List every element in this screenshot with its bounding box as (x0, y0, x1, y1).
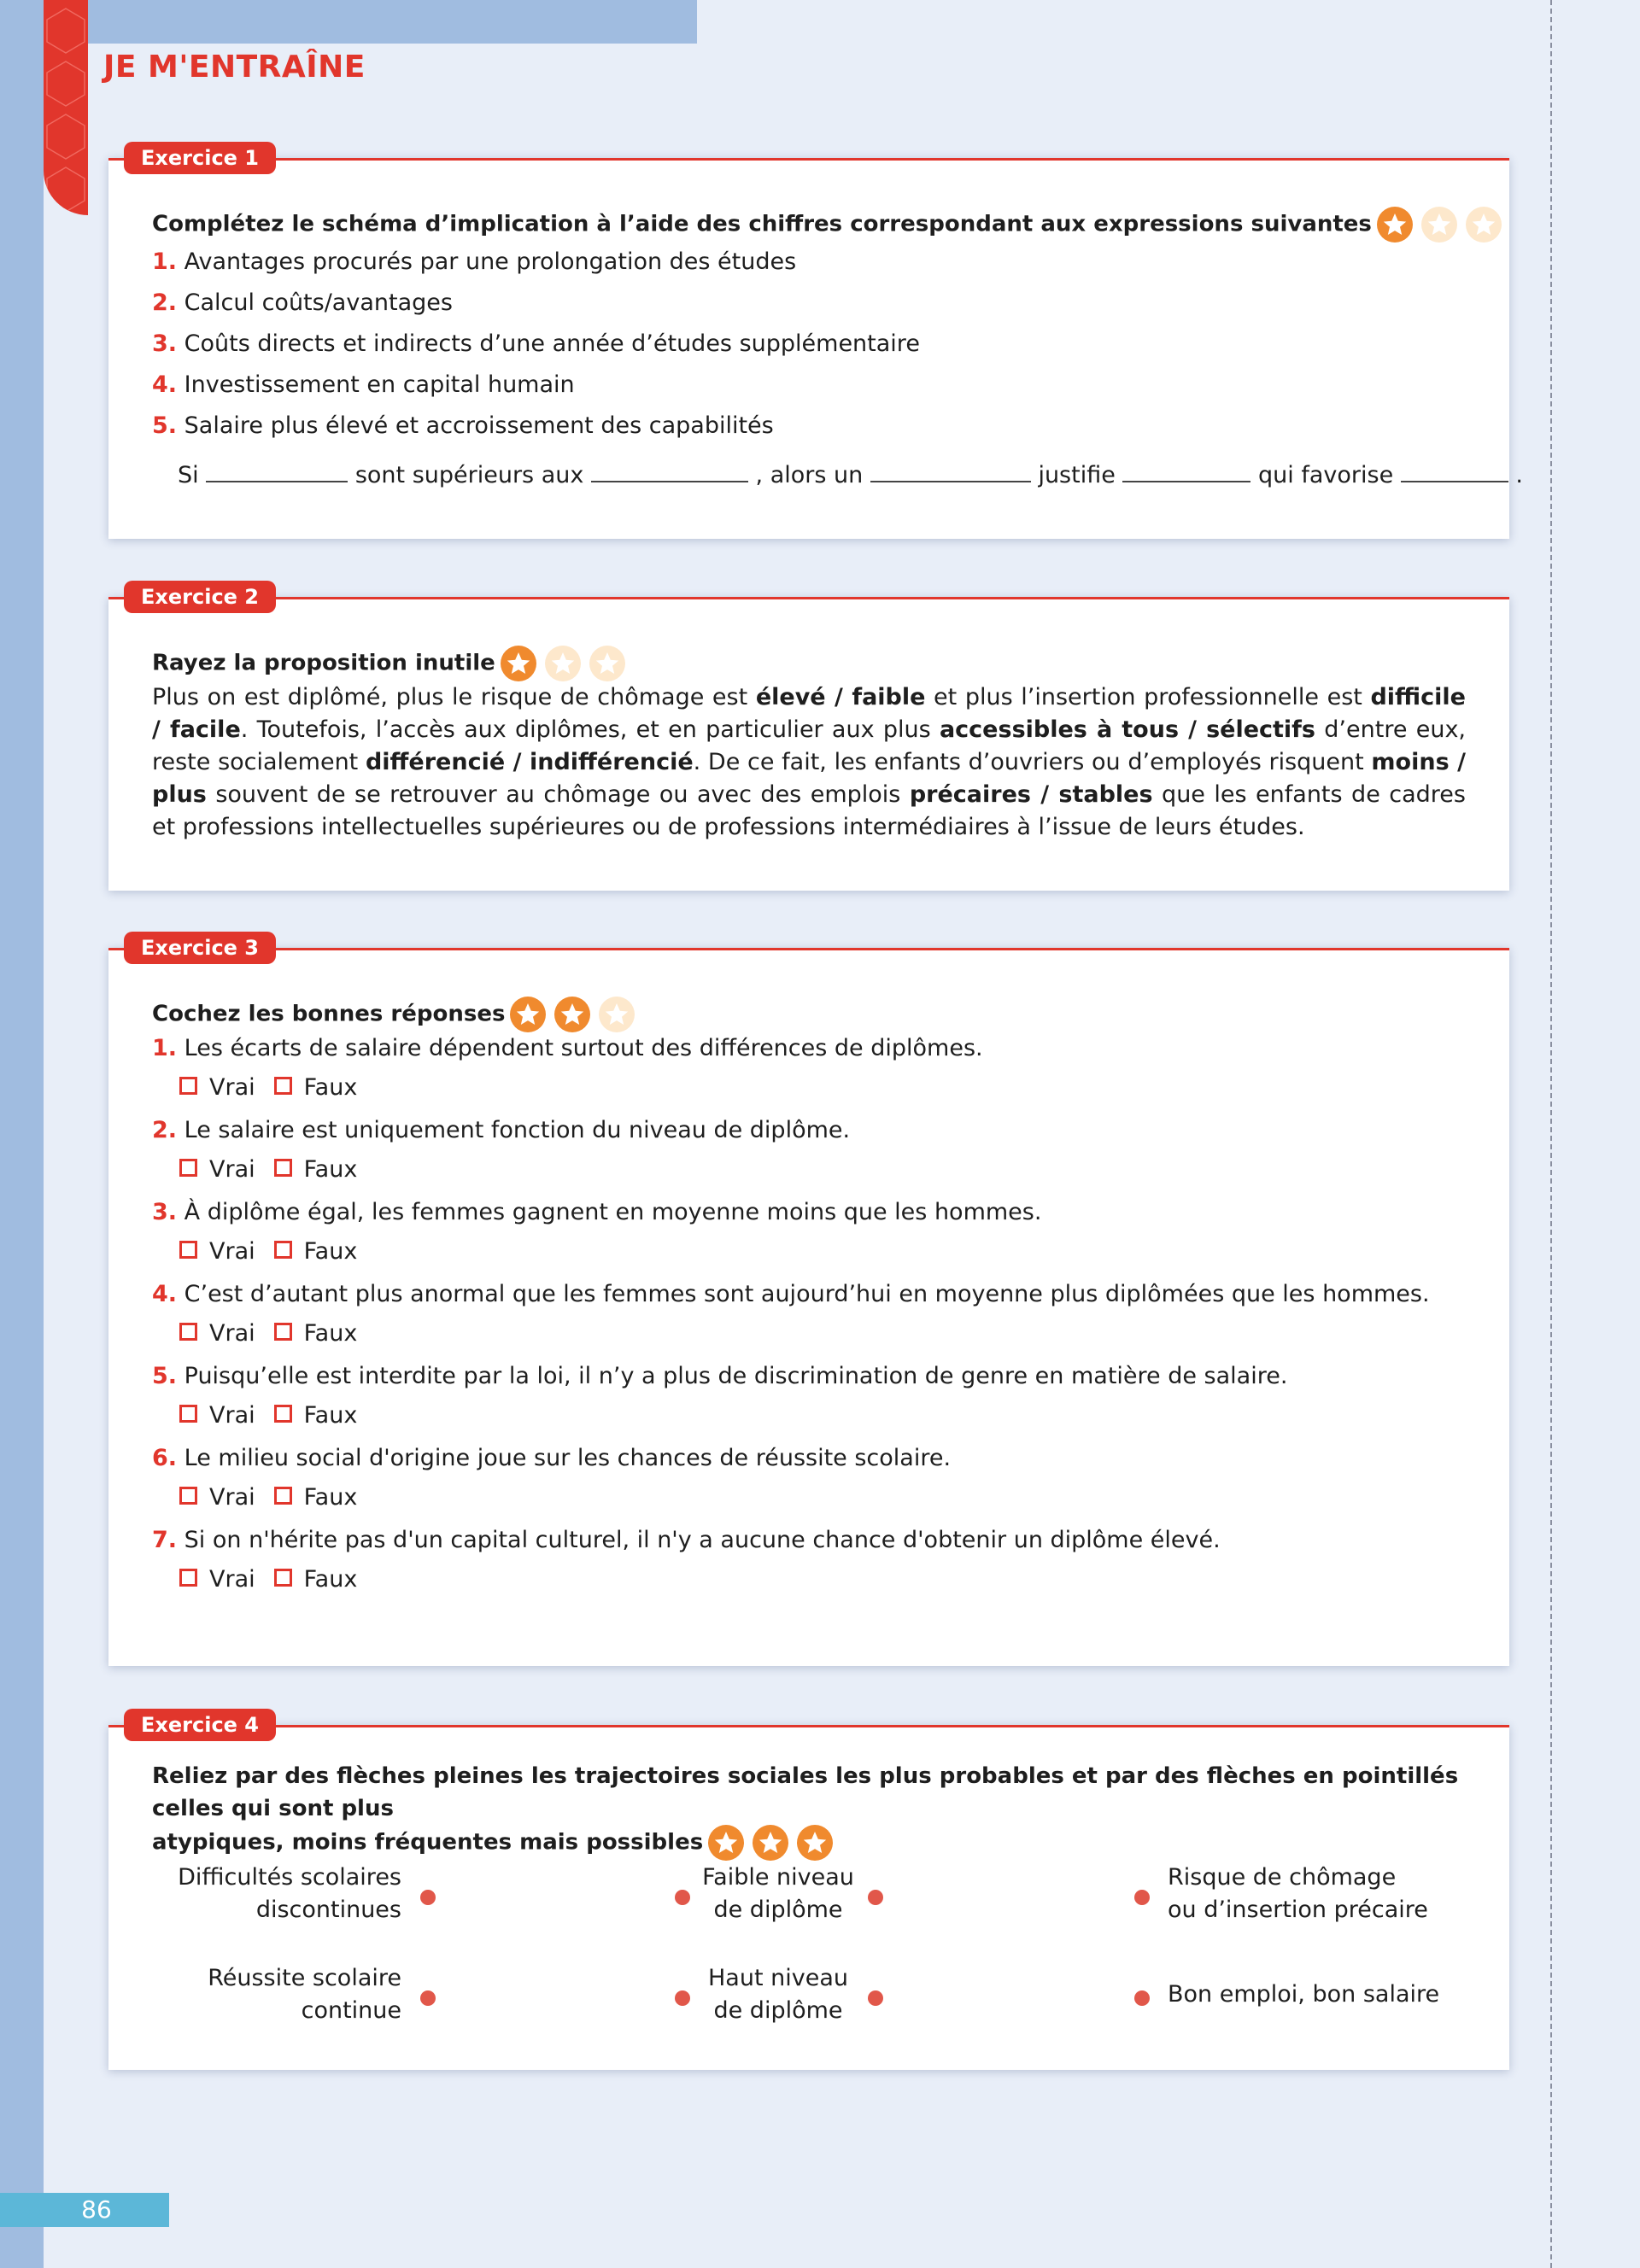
question: 2. Le salaire est uniquement fonction du niveau de diplôme. (152, 1117, 851, 1143)
vrai-checkbox[interactable] (179, 1159, 197, 1177)
vrai-checkbox[interactable] (179, 1323, 197, 1341)
vrai-checkbox[interactable] (179, 1077, 197, 1095)
true-false-options: Vrai Faux (152, 1400, 1430, 1432)
cut-guide-line (1550, 0, 1552, 2268)
true-false-options: Vrai Faux (152, 1482, 1430, 1514)
connection-dot[interactable] (868, 1990, 883, 2006)
section-tab-decoration (44, 0, 88, 215)
list-item: 1. Avantages procurés par une prolongation des études (152, 248, 797, 275)
exercise-2-content (152, 646, 1466, 844)
star-icon (797, 1825, 833, 1861)
exercise-3-tag: Exercice 3 (124, 932, 276, 964)
star-icon (1466, 207, 1502, 243)
connection-dot[interactable] (675, 1990, 690, 2006)
true-false-options: Vrai Faux (152, 1236, 1430, 1268)
blank-field[interactable] (1401, 460, 1508, 482)
exercise-2-paragraph: Plus on est diplômé, plus le risque de chômage est élevé / faible et plus l’insertion professionnelle est difficile / facile. Toutefois, l’accès aux diplômes, et en particulier aux plus accessibles à tous / sélectifs d’entre eux, reste socialement différencié / indifférencié. De ce fait, les enfants d’ouvriers ou d’employés risquent moins / plus souvent de se retrouver au chômage ou avec des emplois précaires / stables que les enfants de cadres et professions intellectuelles supérieures ou de professions intermédiaires à l’issue de leurs études. (152, 684, 1467, 840)
blank-field[interactable] (206, 460, 348, 482)
connection-dot[interactable] (420, 1890, 436, 1905)
node-left-1: Difficultés scolaires discontinues (178, 1864, 401, 1923)
exercise-4-content (152, 1760, 1467, 1861)
choice[interactable]: différencié / indifférencié (365, 749, 694, 775)
faux-checkbox[interactable] (274, 1077, 292, 1095)
exercise-2-instruction: Rayez la proposition inutile (152, 646, 1466, 681)
star-icon (1421, 207, 1457, 243)
question-list (152, 1032, 1430, 1596)
star-icon (510, 997, 546, 1032)
star-icon (753, 1825, 788, 1861)
connection-dot[interactable] (420, 1990, 436, 2006)
node-right-2: Bon emploi, bon salaire (1168, 1981, 1440, 2008)
list-item: 4. Investissement en capital humain (152, 371, 575, 398)
connection-dot[interactable] (675, 1890, 690, 1905)
page-number: 86 (81, 2195, 112, 2224)
star-icon (599, 997, 635, 1032)
question: 1. Les écarts de salaire dépendent surtout des différences de diplômes. (152, 1035, 983, 1061)
choice[interactable]: précaires / stables (909, 781, 1153, 808)
exercise-2-tag: Exercice 2 (124, 581, 276, 613)
true-false-options: Vrai Faux (152, 1072, 1430, 1104)
list-item: 3. Coûts directs et indirects d’une année d’études supplémentaire (152, 330, 920, 357)
faux-checkbox[interactable] (274, 1405, 292, 1423)
node-middle-2: Haut niveau de diplôme (708, 1965, 848, 2024)
choice[interactable]: difficile / facile (152, 684, 1466, 743)
vrai-checkbox[interactable] (179, 1405, 197, 1423)
question: 6. Le milieu social d'origine joue sur les chances de réussite scolaire. (152, 1445, 952, 1471)
blank-field[interactable] (870, 460, 1031, 482)
connection-dot[interactable] (868, 1890, 883, 1905)
difficulty-stars (708, 1825, 841, 1861)
star-icon (545, 646, 581, 681)
vrai-checkbox[interactable] (179, 1569, 197, 1587)
exercise-4-instruction-cont: atypiques, moins fréquentes mais possibles (152, 1825, 1467, 1861)
vrai-checkbox[interactable] (179, 1241, 197, 1259)
exercise-1-list (152, 246, 1523, 442)
choice[interactable]: élevé / faible (755, 684, 926, 710)
blank-field[interactable] (1122, 460, 1250, 482)
choice[interactable]: accessibles à tous / sélectifs (939, 716, 1316, 743)
list-item: 5. Salaire plus élevé et accroissement des capabilités (152, 412, 774, 439)
exercise-3-instruction: Cochez les bonnes réponses (152, 997, 1430, 1032)
exercise-1-tag: Exercice 1 (124, 142, 276, 174)
faux-checkbox[interactable] (274, 1569, 292, 1587)
faux-checkbox[interactable] (274, 1487, 292, 1505)
true-false-options: Vrai Faux (152, 1154, 1430, 1186)
question: 3. À diplôme égal, les femmes gagnent en moyenne moins que les hommes. (152, 1199, 1042, 1225)
exercise-4-instruction: Reliez par des flèches pleines les trajectoires sociales les plus probables et par des flèches en pointillés celles qui sont plus (152, 1763, 1459, 1821)
left-margin-band (0, 0, 44, 2268)
page-number-tab (0, 2193, 169, 2227)
blank-field[interactable] (591, 460, 748, 482)
question: 4. C’est d’autant plus anormal que les femmes sont aujourd’hui en moyenne plus diplômées que les hommes. (152, 1281, 1430, 1307)
exercise-4-tag: Exercice 4 (124, 1709, 276, 1741)
connection-dot[interactable] (1134, 1990, 1150, 2006)
top-header-band (44, 0, 697, 44)
faux-checkbox[interactable] (274, 1159, 292, 1177)
star-icon (589, 646, 625, 681)
connection-dot[interactable] (1134, 1890, 1150, 1905)
node-left-2: Réussite scolaire continue (208, 1965, 401, 2024)
section-heading: JE M'ENTRAÎNE (103, 50, 366, 85)
difficulty-stars (501, 646, 634, 681)
vrai-checkbox[interactable] (179, 1487, 197, 1505)
exercise-1-instruction: Complétez le schéma d’implication à l’aide des chiffres correspondant aux expressions suivantes (152, 207, 1523, 243)
list-item: 2. Calcul coûts/avantages (152, 289, 453, 316)
node-right-1: Risque de chômage ou d’insertion précaire (1168, 1864, 1428, 1923)
faux-checkbox[interactable] (274, 1241, 292, 1259)
exercise-3-content (152, 997, 1430, 1606)
star-icon (501, 646, 536, 681)
star-icon (554, 997, 590, 1032)
question: 5. Puisqu’elle est interdite par la loi, il n’y a plus de discrimination de genre en matière de salaire. (152, 1363, 1288, 1389)
faux-checkbox[interactable] (274, 1323, 292, 1341)
true-false-options: Vrai Faux (152, 1564, 1430, 1596)
true-false-options: Vrai Faux (152, 1318, 1430, 1350)
node-middle-1: Faible niveau de diplôme (702, 1864, 854, 1923)
difficulty-stars (510, 997, 643, 1032)
implication-sentence: Si sont supérieurs aux , alors un justifie qui favorise . (178, 462, 1523, 488)
star-icon (1377, 207, 1413, 243)
difficulty-stars (1377, 207, 1510, 243)
exercise-1-content (152, 207, 1523, 492)
star-icon (708, 1825, 744, 1861)
question: 7. Si on n'hérite pas d'un capital culturel, il n'y a aucune chance d'obtenir un diplôme élevé. (152, 1527, 1221, 1553)
choice[interactable]: moins / plus (152, 749, 1466, 808)
